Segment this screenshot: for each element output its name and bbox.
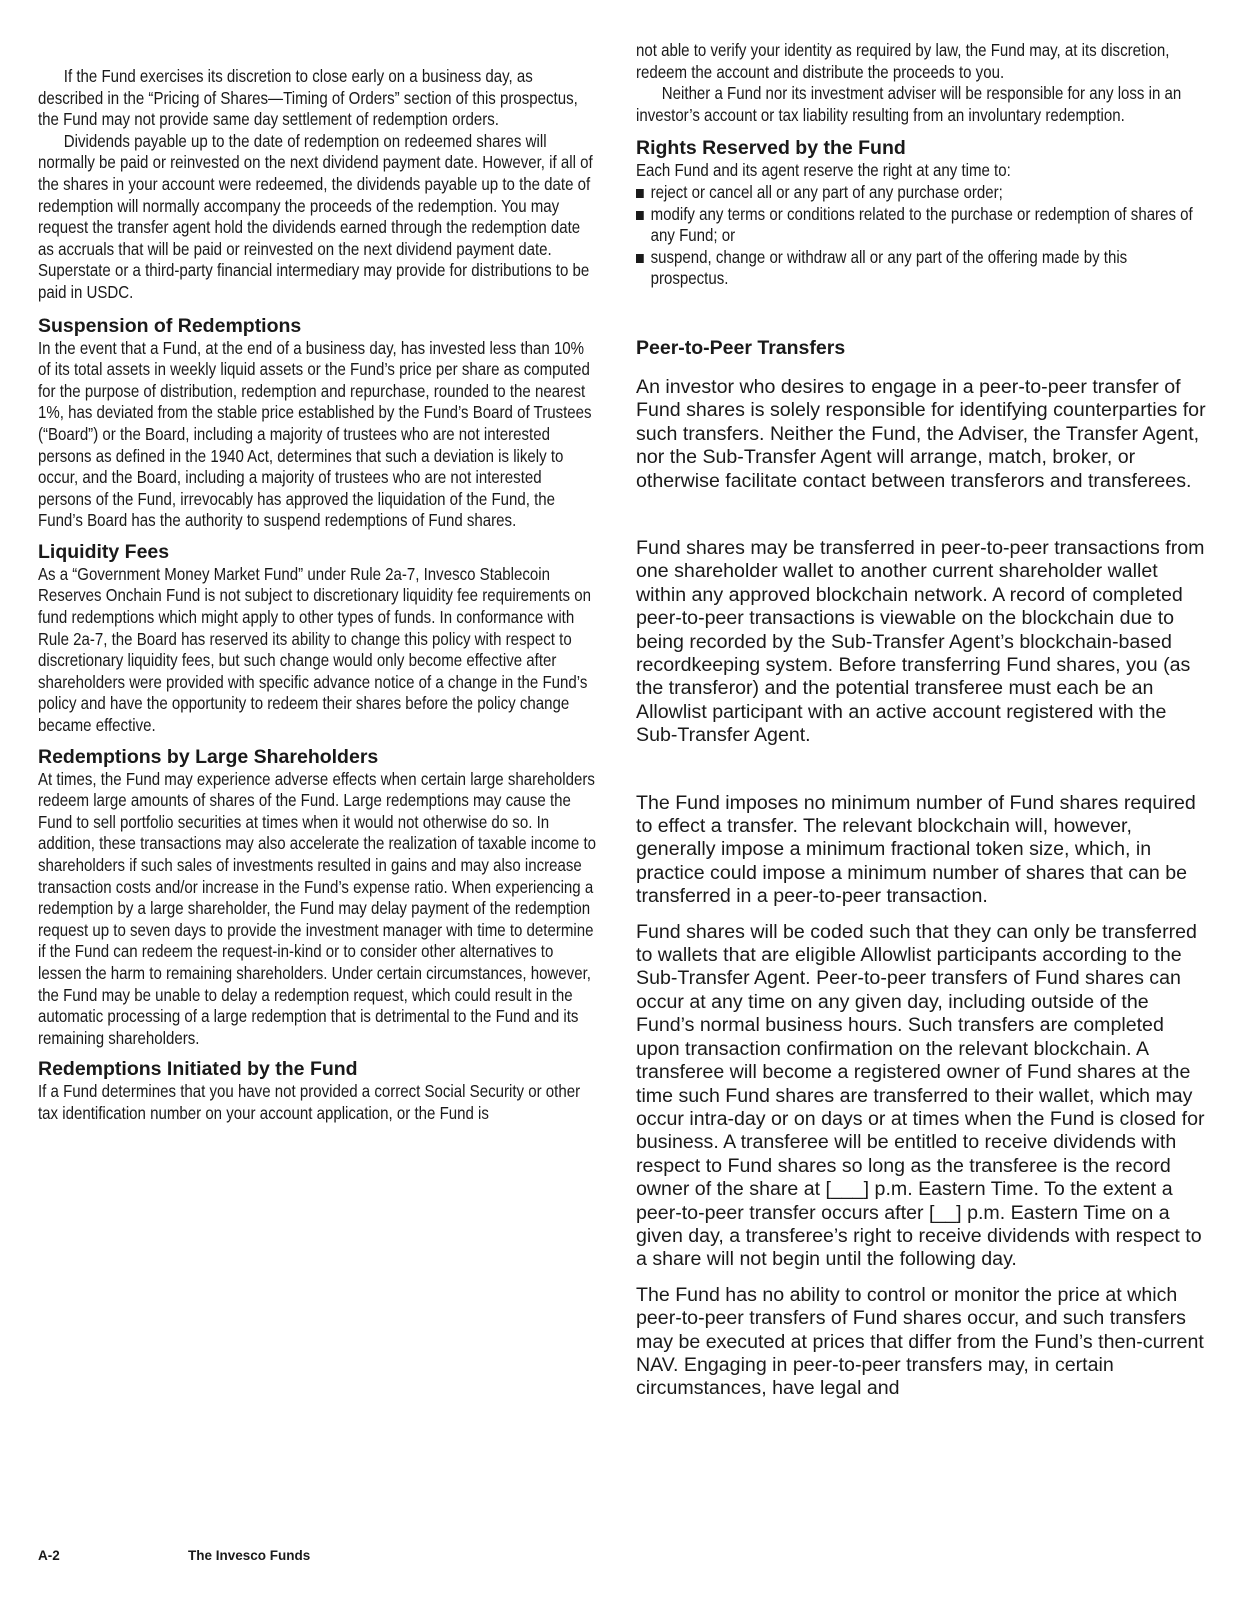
paragraph-rights-intro: Each Fund and its agent reserve the right at any time to: [636, 160, 1011, 181]
right-column [636, 40, 1206, 1401]
left-column-text [38, 66, 599, 304]
paragraph-dividends: Dividends payable up to the date of redemption on redeemed shares will normally be paid or reinvested on the next dividend payment date. However, if all of the shares in your account were redeemed, the dividends payable up to the date of redemption will normally accompany the proceeds of the redemption. You may request the transfer agent hold the dividends earned through the redemption date as accruals that will be paid or reinvested on the next dividend payment date. Superstate or a third-party financial intermediary may provide for distributions to be paid in USDC. [38, 130, 593, 302]
footer-publication: The Invesco Funds [188, 1548, 311, 1563]
paragraph-suspension: In the event that a Fund, at the end of a business day, has invested less than 10% of its total assets in weekly liquid assets or the Fund’s price per share as computed for the purpose of distribution, redemption and repurchase, rounded to the nearest 1%, has deviated from the stable price established by the Fund’s Board of Trustees (“Board”) or the Board, including a majority of trustees who are not interested persons as defined in the 1940 Act, determines that such a deviation is likely to occur, and the Board, including a majority of trustees who are not interested persons of the Fund, irrevocably has approved the liquidation of the Fund, the Fund’s Board has the authority to suspend redemptions of Fund shares. [38, 337, 592, 531]
rights-text [636, 160, 1205, 290]
large-shareholders-text [38, 769, 599, 1050]
heading-liquidity-fees: Liquidity Fees [38, 540, 170, 563]
paragraph-close-early: If the Fund exercises its discretion to close early on a business day, as described in the “Pricing of Shares—Timing of Orders” section of this prospectus, the Fund may not provide same day settlement of redemption orders. [38, 66, 578, 130]
heading-redemptions-initiated: Redemptions Initiated by the Fund [38, 1058, 358, 1081]
redemptions-initiated-text [38, 1081, 599, 1124]
heading-suspension-of-redemptions: Suspension of Redemptions [38, 314, 302, 337]
paragraph-p2p-minimum: The Fund imposes no minimum number of Fund shares required to effect a transfer. The relevant blockchain will, however, generally impose a minimum fractional token size, which, in practice could impose a minimum number of shares that can be transferred in a peer-to-peer transaction. [636, 791, 1196, 908]
footer-page-number: A-2 [38, 1548, 60, 1563]
paragraph-p2p-transfer: Fund shares may be transferred in peer-to-peer transactions from one shareholder wallet to another current shareholder wallet within any approved blockchain network. A record of completed peer-to-peer transactions is viewable on the blockchain due to being recorded by the Sub-Transfer Agent’s blockchain-based recordkeeping system. Before transferring Fund shares, you (as the transferor) and the potential transferee must each be an Allowlist participant with an active account registered with the Sub-Transfer Agent. [636, 536, 1205, 747]
paragraph-neither: Neither a Fund nor its investment adviser will be responsible for any loss in an investor’s account or tax liability resulting from an involuntary redemption. [636, 83, 1182, 125]
paragraph-redemptions-initiated: If a Fund determines that you have not provided a correct Social Security or other tax identification number on your account application, or the Fund is [38, 1081, 581, 1123]
suspension-text [38, 338, 599, 532]
paragraph-p2p-responsibility: An investor who desires to engage in a peer-to-peer transfer of Fund shares is solely responsible for identifying counterparties for such transfers. Neither the Fund, the Adviser, the Transfer Agent, nor the Sub-Transfer Agent will arrange, match, broker, or otherwise facilitate contact between transferors and transferees. [636, 375, 1206, 492]
heading-rights-reserved: Rights Reserved by the Fund [636, 137, 906, 160]
rights-list [636, 182, 1205, 290]
paragraph-liquidity: As a “Government Money Market Fund” under Rule 2a-7, Invesco Stablecoin Reserves Onchain Fund is not subject to discretionary liquidity fee requirements on fund redemptions which might apply to other types of funds. In conformance with Rule 2a-7, the Board has reserved its ability to change this policy with respect to discretionary liquidity fees, but such change would only become effective after shareholders were provided with specific advance notice of a change in the Fund’s policy and have the opportunity to redeem their shares before the policy change became effective. [38, 563, 591, 736]
paragraph-p2p-coding: Fund shares will be coded such that they can only be transferred to wallets that are eligible Allowlist participants according to the Sub-Transfer Agent. Peer-to-peer transfers of Fund shares can occur at any time on any given day, including outside of the Fund’s normal business hours. Such transfers are completed upon transaction confirmation on the relevant blockchain. A transferee will become a registered owner of Fund shares at the time such Fund shares are transferred to their wallet, which may occur intra-day or on days or at times when the Fund is closed for business. A transferee will be entitled to receive dividends with respect to Fund shares so long as the transferee is the record owner of the share at [___] p.m. Eastern Time. To the extent a peer-to-peer transfer occurs after [__] p.m. Eastern Time on a given day, a transferee’s right to receive dividends with respect to a share will not begin until the following day. [636, 920, 1205, 1271]
heading-peer-to-peer: Peer-to-Peer Transfers [636, 336, 846, 359]
right-top-text [636, 40, 1205, 126]
list-item: modify any terms or conditions related to the purchase or redemption of shares of any Fund; or [636, 204, 1205, 247]
heading-large-shareholders: Redemptions by Large Shareholders [38, 745, 379, 768]
left-column [38, 66, 598, 1125]
paragraph-p2p-price: The Fund has no ability to control or monitor the price at which peer-to-peer transfers of Fund shares occur, and such transfers may be executed at prices that differ from the Fund’s then-current NAV. Engaging in peer-to-peer transfers may, in certain circumstances, have legal and [636, 1283, 1204, 1400]
paragraph-large-shareholders: At times, the Fund may experience adverse effects when certain large shareholders redeem large amounts of shares of the Fund. Large redemptions may cause the Fund to sell portfolio securities at times when it would not otherwise do so. In addition, these transactions may also accelerate the realization of taxable income to shareholders if such sales of investments resulted in gains and may also increase transaction costs and/or increase in the Fund’s expense ratio. When experiencing a redemption by a large shareholder, the Fund may delay payment of the redemption request up to seven days to provide the investment manager with time to determine if the Fund can redeem the request-in-kind or to consider other alternatives to lessen the harm to remaining shareholders. Under certain circumstances, however, the Fund may be unable to delay a redemption request, which could result in the automatic processing of a large redemption that is detrimental to the Fund and its remaining shareholders. [38, 768, 597, 1048]
list-item: reject or cancel all or any part of any purchase order; [636, 182, 1205, 204]
paragraph-continued: not able to verify your identity as required by law, the Fund may, at its discretion, redeem the account and distribute the proceeds to you. [636, 40, 1170, 82]
liquidity-text [38, 564, 599, 737]
list-item: suspend, change or withdraw all or any part of the offering made by this prospectus. [636, 247, 1205, 290]
